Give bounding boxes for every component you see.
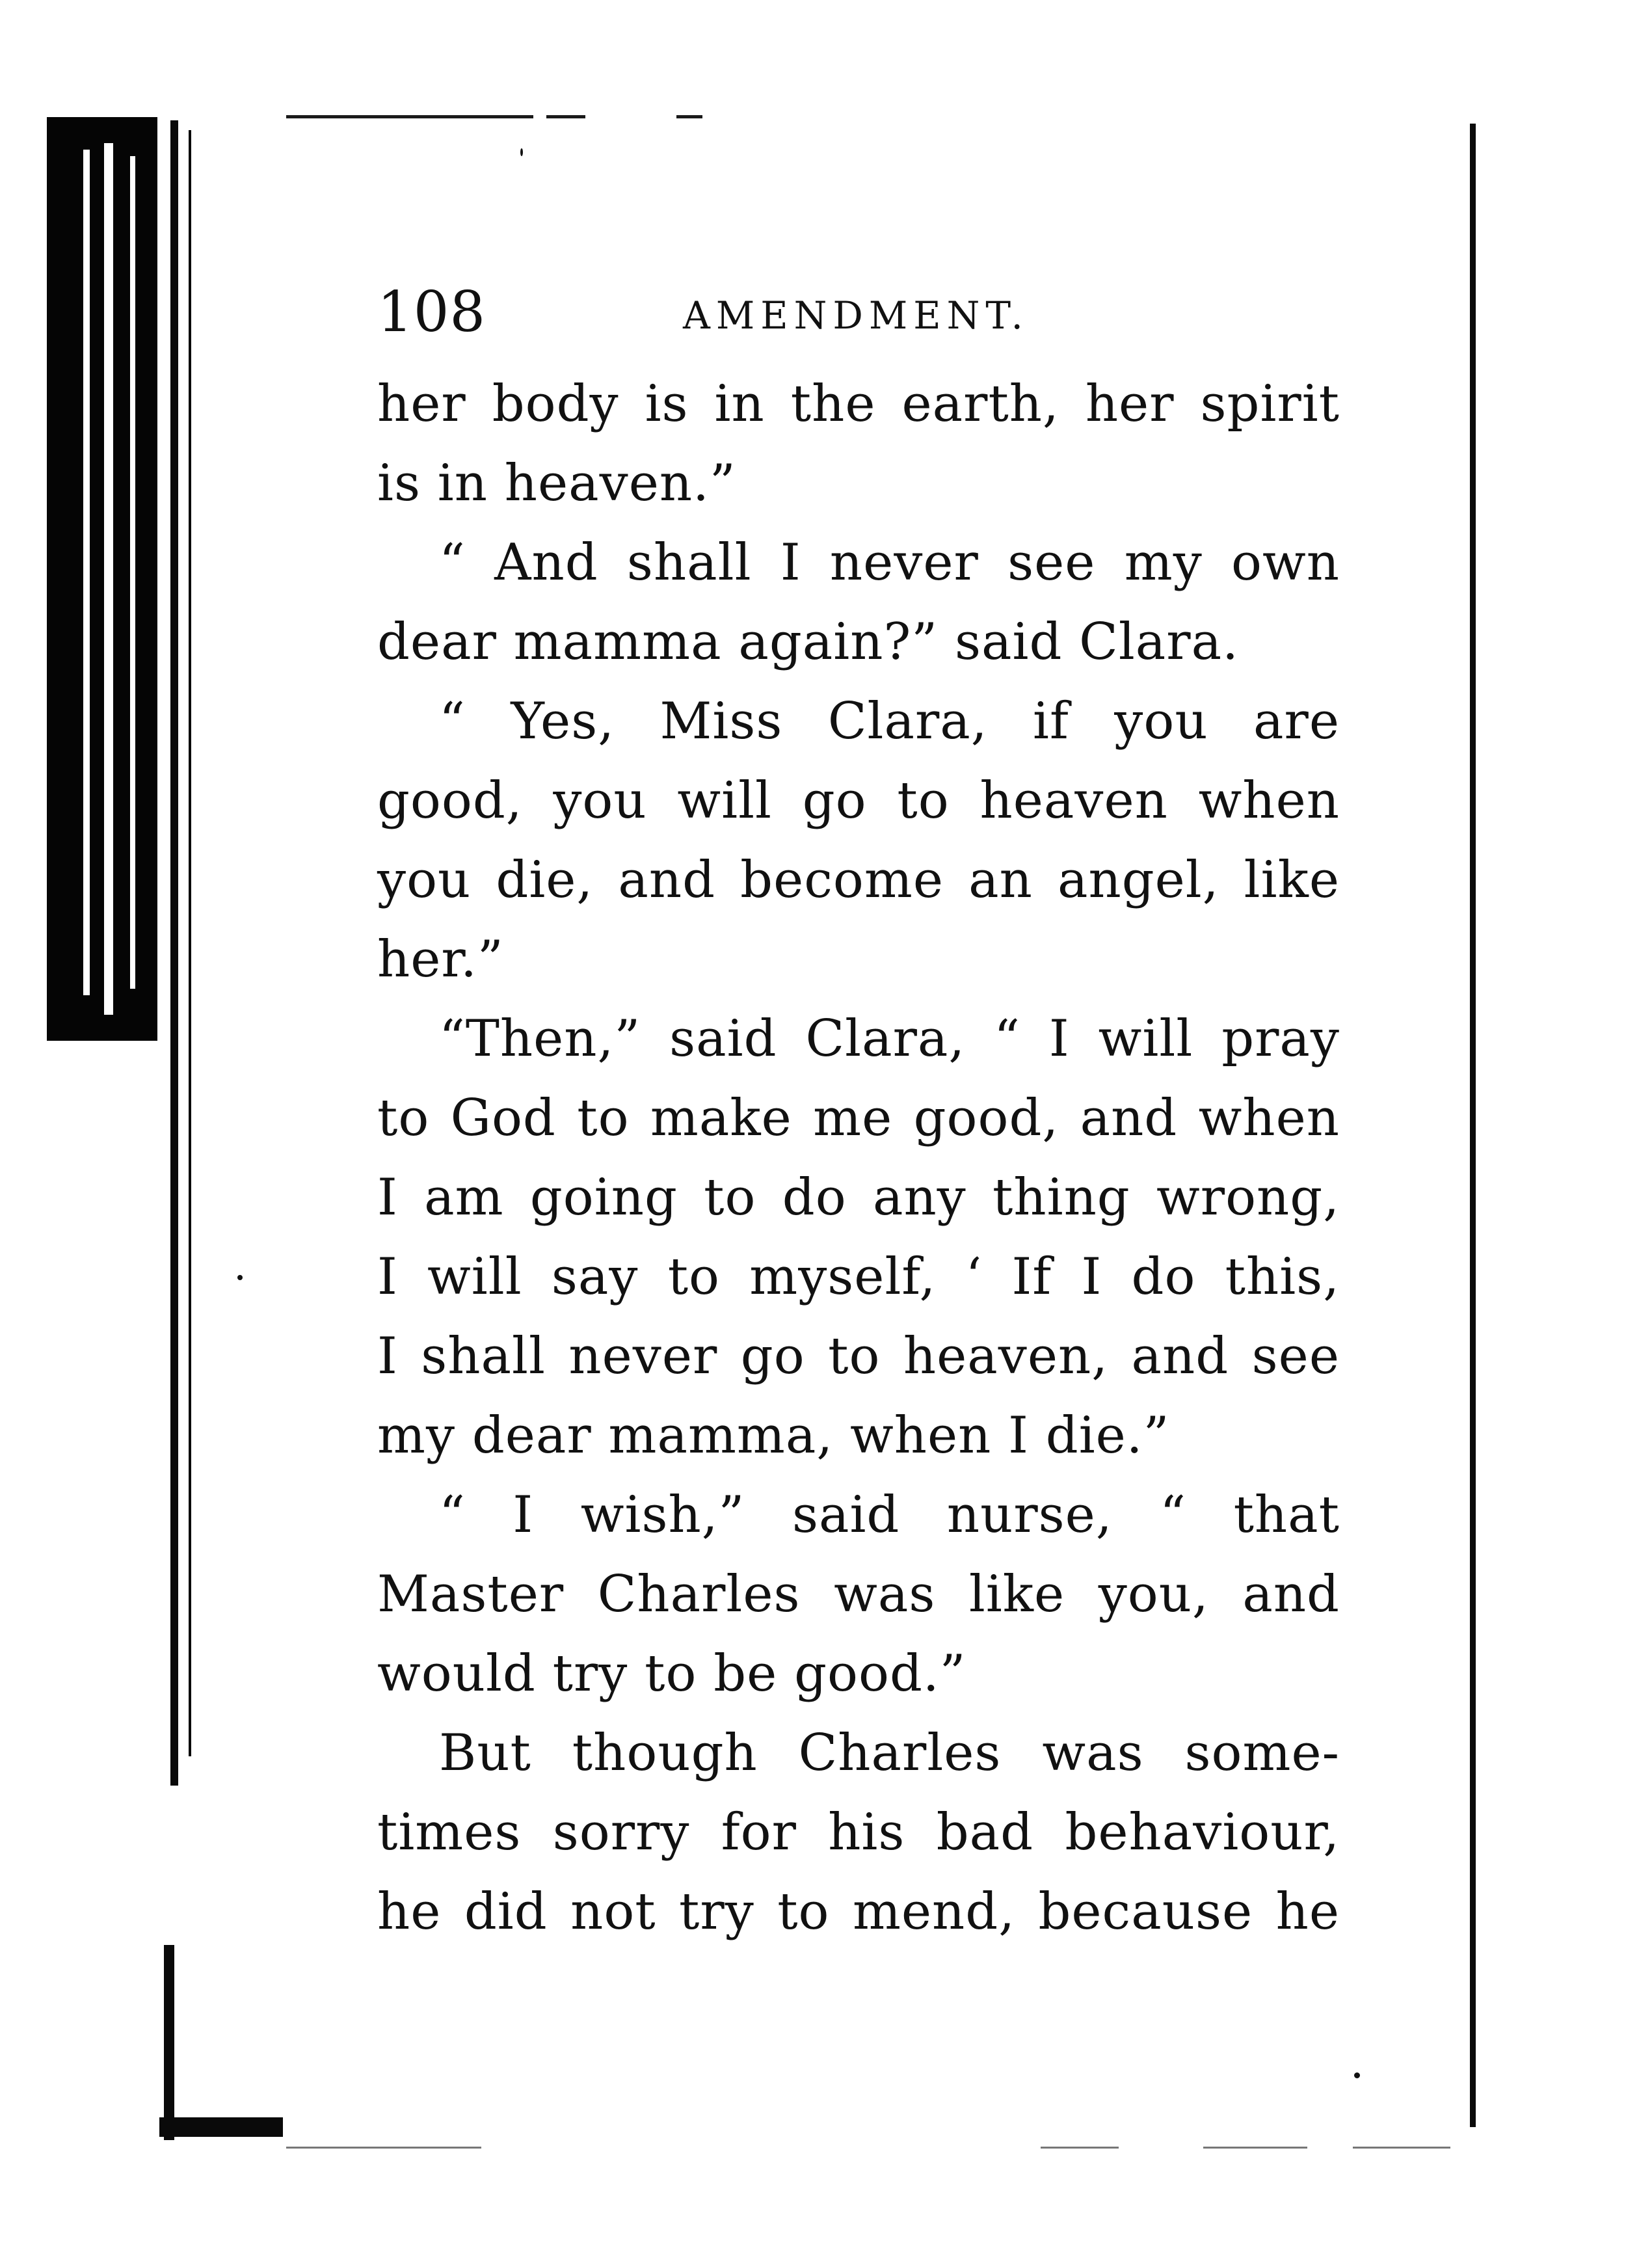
text-line: “ Yes, Miss Clara, if you are [439, 692, 1340, 751]
scan-speck [237, 1275, 243, 1280]
page-edge-line [189, 130, 191, 1756]
page-edge-line [164, 1945, 174, 2140]
body-text [377, 364, 1340, 1951]
text-line: her.” [377, 930, 504, 989]
text-line: you die, and become an angel, like [377, 851, 1340, 909]
text-line: But though Charles was some- [439, 1724, 1340, 1782]
running-head: AMENDMENT. [683, 293, 1029, 338]
page-header [377, 273, 1353, 345]
text-line: I will say to myself, ‘ If I do this, [377, 1248, 1340, 1306]
page-edge-line [159, 2117, 283, 2137]
text-line: he did not try to mend, because he [377, 1883, 1340, 1941]
scan-artifact [546, 115, 585, 118]
scan-artifact [1203, 2147, 1307, 2149]
page-edge-line [170, 120, 178, 1786]
text-line: “ And shall I never see my own [439, 533, 1340, 592]
text-line: “Then,” said Clara, “ I will pray [439, 1010, 1340, 1068]
text-line: I am going to do any thing wrong, [377, 1168, 1340, 1227]
text-line: good, you will go to heaven when [377, 771, 1340, 830]
text-line: her body is in the earth, her spirit [377, 375, 1340, 433]
text-line: dear mamma again?” said Clara. [377, 613, 1239, 671]
scan-artifact [286, 2147, 481, 2149]
text-line: “ I wish,” said nurse, “ that [439, 1486, 1340, 1544]
scan-speck [1354, 2072, 1360, 2078]
text-line: my dear mamma, when I die.” [377, 1406, 1170, 1465]
binding-shadow [47, 117, 157, 1041]
page-number: 108 [377, 280, 486, 345]
binding-highlight [104, 143, 113, 1015]
page-edge-line [1470, 124, 1476, 2127]
scan-artifact [1041, 2147, 1119, 2149]
binding-highlight [83, 150, 90, 995]
scan-artifact [676, 115, 702, 118]
text-line: I shall never go to heaven, and see [377, 1327, 1340, 1386]
text-line: times sorry for his bad behaviour, [377, 1803, 1340, 1862]
scan-artifact [1353, 2147, 1450, 2149]
scan-artifact [286, 115, 533, 118]
text-line: to God to make me good, and when [377, 1089, 1340, 1147]
binding-highlight [130, 156, 135, 989]
text-line: Master Charles was like you, and [377, 1565, 1340, 1624]
scan-speck [520, 148, 523, 156]
text-line: would try to be good.” [377, 1644, 966, 1703]
text-line: is in heaven.” [377, 454, 736, 513]
